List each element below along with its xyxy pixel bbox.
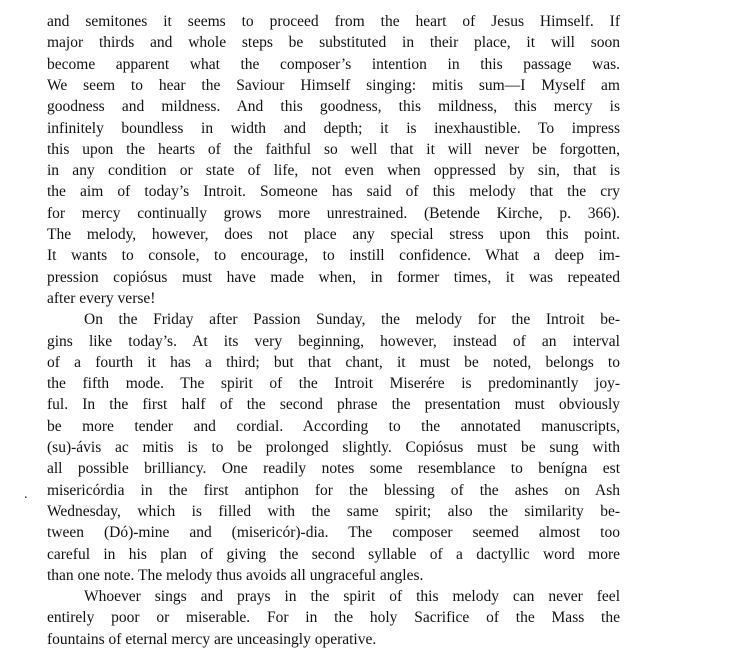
text-line-10: for mercy continually grows more unrestrained. (Betende Kirche, p. 366).: [47, 204, 620, 222]
text-line-24: Wednesday, which is filled with the same spirit; also the similarity be-: [47, 502, 620, 520]
text-line-7: this upon the hearts of the faithful so well that it will never be forgotten,: [47, 140, 620, 158]
text-line-12: It wants to console, to encourage, to instill confidence. What a deep im-: [47, 247, 620, 265]
text-line-6: infinitely boundless in width and depth; it is inexhaustible. To impress: [47, 119, 620, 137]
text-line-2: major thirds and whole steps be substituted in their place, it will soon: [47, 34, 620, 52]
text-line-29: entirely poor or miserable. For in the holy Sacrifice of the Mass the: [47, 609, 620, 627]
text-line-21: (su)-ávis ac mitis is to be prolonged slightly. Copiósus must be sung with: [47, 439, 620, 456]
text-line-26: careful in his plan of giving the second syllable of a dactyllic word more: [47, 545, 620, 563]
text-line-14: after every verse!: [47, 289, 156, 307]
text-line-22: all possible brilliancy. One readily notes some resemblance to benígna est: [47, 460, 620, 478]
text-line-27: than one note. The melody thus avoids all ungraceful angles.: [47, 566, 424, 584]
text-line-13: pression copiósus must have made when, in former times, it was repeated: [47, 268, 620, 286]
text-line-18: the fifth mode. The spirit of the Introit Miserére is predominantly joy-: [47, 375, 620, 393]
text-line-20: be more tender and cordial. According to the annotated manuscripts,: [47, 417, 620, 435]
text-line-8: in any condition or state of life, not even when oppressed by sin, that is: [47, 162, 620, 180]
text-line-19: ful. In the first half of the second phrase the presentation must obviously: [47, 396, 620, 414]
text-line-28: Whoever sings and prays in the spirit of this melody can never feel: [84, 588, 620, 606]
margin-mark: .: [24, 487, 28, 502]
text-line-11: The melody, however, does not place any special stress upon this point.: [47, 226, 620, 243]
text-line-1: and semitones it seems to proceed from the heart of Jesus Himself. If: [47, 13, 620, 30]
text-line-9: the aim of today’s Introit. Someone has said of this melody that the cry: [47, 183, 620, 201]
text-line-17: of a fourth it has a third; but that chant, it must be noted, belongs to: [47, 353, 620, 371]
text-line-30: fountains of eternal mercy are unceasingly operative.: [47, 630, 377, 648]
text-line-3: become apparent what the composer’s intention in this passage was.: [47, 55, 620, 73]
text-line-16: gins like today’s. At its very beginning, however, instead of an interval: [47, 332, 620, 350]
text-line-23: misericórdia in the first antiphon for the blessing of the ashes on Ash: [47, 481, 620, 499]
text-line-4: We seem to hear the Saviour Himself singing: mitis sum—I Myself am: [47, 76, 620, 94]
text-line-5: goodness and mildness. And this goodness, this mildness, this mercy is: [47, 98, 620, 116]
text-line-25: tween (Dó)-mine and (misericór)-dia. The composer seemed almost too: [47, 524, 620, 542]
text-line-15: On the Friday after Passion Sunday, the melody for the Introit be-: [84, 311, 620, 329]
